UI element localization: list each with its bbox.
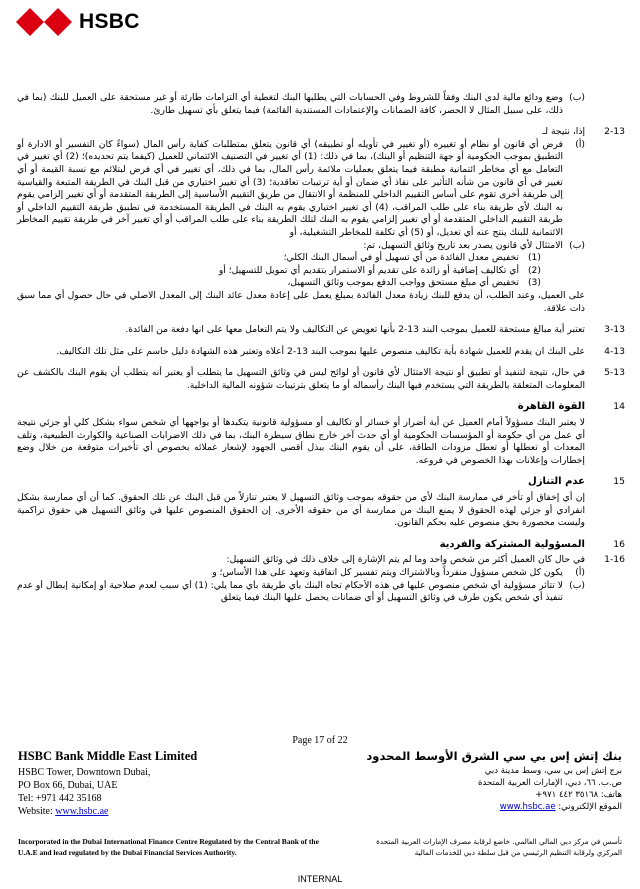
clause-item xyxy=(17,580,625,605)
clause-text: على العميل، وعند الطلب، أن يدفع للبنك زيادة معدل الفائدة بمبلغ يعمل على إعادة معدل عائد البنك إلى المعدل الاصلي في حال حصول أي مما سبق ذات علاقة. xyxy=(17,289,585,314)
item-text: تخفيض معدل الفائدة من أي تسهيل أو في أسمال البنك الكلي؛ xyxy=(283,252,519,264)
section-heading xyxy=(17,539,625,552)
clause-text: يكون كل شخص مسؤول منفرداً وبالاشتراك ويتم تفسير كل اتفاقية وتعهد على هذا الأساس؛ و xyxy=(212,567,563,578)
clause-number: 3-13 xyxy=(604,324,625,336)
clause-text: في حال كان العميل أكثر من شخص واحد وما لم يتم الإشارة إلى خلاف ذلك في وثائق التسهيل: xyxy=(226,554,585,566)
section-title: القوة القاهرة xyxy=(517,401,585,413)
clause-item xyxy=(17,346,625,359)
clause-item xyxy=(17,567,625,580)
sub-list xyxy=(17,252,563,290)
list-item xyxy=(17,277,541,290)
website-link[interactable]: www.hsbc.ae xyxy=(55,806,109,817)
clause-item xyxy=(17,92,625,117)
phone-line: هاتف: ٣٥١٦٨ ٤٤٢ ٩٧١+ xyxy=(535,790,622,800)
page-number: Page 17 of 22 xyxy=(292,735,348,746)
hexagon-logo-icon xyxy=(16,8,72,36)
section-title: المسؤولية المشتركة والفردية xyxy=(439,538,585,550)
clause-label: (ب) xyxy=(569,92,585,103)
section-heading xyxy=(17,401,625,414)
classification-label: INTERNAL xyxy=(297,874,343,884)
phone-line: Tel: +971 442 35168 xyxy=(18,793,102,804)
clause-text: وضع ودائع مالية لدى البنك وفقاً للشروط وفي الحسابات التي يطلبها البنك لتغطية أي التزامات طارئة أو غير مستحقة على العميل للبنك (بما في ذلك، على سبيل المثال لا الحصر، كافة الضمانات والإعتمادات المستندية القائمة) فيما يتعلق بأي تسهيل طارئ. xyxy=(17,92,563,116)
clause-label: (أ) xyxy=(575,138,585,150)
item-label: (3) xyxy=(527,277,541,289)
clause-item xyxy=(17,324,625,337)
clause-item xyxy=(17,126,625,139)
website-label: Website: xyxy=(18,806,53,817)
clause-text: تعتبر أية مبالغ مستحقة للعميل بموجب البند 13-2 بأنها تعويض عن التكاليف ولا يتم التعامل معها على انها دفعة من الفائدة. xyxy=(125,324,585,336)
clause-label: (ب) xyxy=(569,579,585,591)
clause-text: لا تتأثر مسؤولية أي شخص منصوص عليها في هذه الأحكام تجاه البنك بأي طريقة بأي مما يلي: (1) أي سبب لعدم صلاحية أو إمكانية إبطال أو عدم تنفيذ أي شخص يكون طرف في وثائق التسهيل أو أي ضمانات يحصل عليها البنك فيما يتعلق xyxy=(17,579,564,604)
address-line: برج إتش إس بي سي، وسط مدينة دبي xyxy=(484,766,622,776)
clause-number: 4-13 xyxy=(604,345,625,357)
company-name: HSBC Bank Middle East Limited xyxy=(18,749,198,763)
clause-number: 1-16 xyxy=(604,554,625,566)
company-name-arabic: بنك إتش إس بي سي الشرق الأوسط المحدود xyxy=(366,749,622,763)
clause-item xyxy=(17,554,625,567)
clause-text: فرض أي قانون أو نظام أو تغييره (أو تغيير في تأويله أو تطبيقه) أي قانون يتعلق بمتطلبات كفاية رأس المال (سواءً كان التفسير أو الادارة أو التطبيق بموجب الحكومية أو جهة التنظيم أو البنك)، بما في ذلك: (1) أي تغيير في التصنيف الائتماني للعميل (كيفما يتم تحديده)؛ (2) أي تغيير في التعامل مع أي مخاطر ائتمانية مطبقة فيما يتعلق بعمليات ملائمة رأس المال، بما في ذلك، أي تغيير في أي فرض لبتلائم مع نسبة القيمة أو أي تغيير في أي قانون من شأنه التأثير على نفاذ أي ضمان أو أية ترتيبات تعاقدية؛ (3) أي تغيير اختياري من قبل البنك في الطريقة المتبعة والقياسية إلى طريقة أخرى تقوم على أساس التقييم الداخلي للمنظمة أو الانتقال من طريق التقييم الأساسية إلى الطريقة المتقدمة أو أي تغيير إلزامي يقوم به البنك لأي طريقة بناء على طلب المراقب، (4) أي تغيير اختياري يقوم به البنك في الطريقة المستخدمة في تطبيق طريقة التقييم الداخلي أو طريقة التقييم الداخلي المتقدمة أو أي تغيير إلزامي يقوم به البنك لتلك الطريقة بناء على طلب المراقب أو أي تغيير آخر في طريقة تقييم المخاطر الائتمانية للبنك ينتج عنه أي تعديل، أو (5) أي تكلفة للمخاطر التشغيلية، أو xyxy=(17,138,564,238)
website-link[interactable]: www.hsbc.ae xyxy=(499,802,556,812)
hsbc-logo xyxy=(16,8,140,36)
section-heading xyxy=(17,476,625,489)
registration-english: Incorporated in the Dubai International Finance Centre Regulated by the Central Bank of the U.A.E and lead regulated by the Dubai Financial Services Authority. xyxy=(18,837,319,857)
clause-item xyxy=(17,139,625,240)
brand-name: HSBC xyxy=(79,10,140,33)
section-text xyxy=(17,492,625,530)
website-label: الموقع الإلكتروني: xyxy=(558,802,622,812)
item-label: (1) xyxy=(527,252,541,264)
clause-label: (ب) xyxy=(569,239,585,251)
registration-arabic: تأسس في مركز دبي المالي العالمي. خاضع لرقابة مصرف الإمارات العربية المتحدة المركزي ولرقابة التنظيم الرئيسي من قبل سلطة دبي للخدمات المالية xyxy=(376,837,622,857)
clause-number: 2-13 xyxy=(604,126,625,138)
clause-number xyxy=(585,92,625,117)
website-line xyxy=(366,801,622,813)
list-item xyxy=(17,265,541,278)
paragraph: إن أي إخفاق أو تأخر في ممارسة البنك لأي من حقوقه بموجب وثائق التسهيل لا يعتبر تنازلاً من قبل البنك عن تلك الحقوق. كما أن أي ممارسة بشكل انفرادي أو جزئي لهذه الحقوق لا يمنع البنك من ممارسة أي من حقوقه الأخرى. إن الحقوق المنصوص عليها في وثائق التسهيل هي حقوق تراكمية وليست محصورة بحق منصوص عليه بحكم القانون. xyxy=(17,492,585,529)
address-line: HSBC Tower, Downtown Dubai, xyxy=(18,767,151,778)
item-text: تخفيض أي مبلغ مستحق وواجب الدفع بموجب وثائق التسهيل، xyxy=(287,277,519,289)
address-line: ص.ب. ٦٦، دبي، الإمارات العربية المتحدة xyxy=(478,778,622,788)
clause-text: إذا، نتيجة لـ xyxy=(542,126,585,138)
website-line xyxy=(18,805,197,818)
clause-number: 5-13 xyxy=(604,367,625,379)
clause-text: على البنك ان يقدم للعميل شهادة بأية تكاليف منصوص عليها بموجب البند 13-2 أعلاه وتعتبر هذه الشهادة دليل حاسم على مثل تلك التكاليف. xyxy=(56,345,585,357)
section-text xyxy=(17,417,625,467)
clause-item xyxy=(17,290,625,315)
clause-item xyxy=(17,367,625,392)
clause-text: الامتثال لأي قانون يصدر بعد تاريخ وثائق التسهيل، تم: xyxy=(363,239,563,251)
item-label: (2) xyxy=(527,264,541,276)
list-item xyxy=(17,252,541,265)
section-title: عدم التنازل xyxy=(528,476,585,488)
clause-label: (أ) xyxy=(575,567,585,578)
address-line: PO Box 66, Dubai, UAE xyxy=(18,780,118,791)
section-number: 16 xyxy=(613,538,625,550)
item-text: أي تكاليف إضافية أو زائدة على تقديم أو الاستمرار بتقديم أي تمويل للتسهيل؛ أو xyxy=(218,264,519,276)
footer-arabic xyxy=(366,750,622,813)
section-number: 15 xyxy=(613,476,625,488)
clause-item xyxy=(17,240,625,253)
footer-english xyxy=(18,750,197,818)
document-body xyxy=(17,92,625,605)
section-number: 14 xyxy=(613,401,625,413)
clause-text: في حال، نتيجة لتنفيذ أو تطبيق أو نتيجة الامتثال لأي قانون أو لوائح ليس في وثائق التسهيل ما يتطلب أو يعتبر أنه يتطلب أن يقوم البنك بالكشف عن المعلومات المتعلقة بالطريقة التي يستخدم فيها البنك رأسماله أو ما يتعلق بترتيبات شؤونه المالية الداخلية. xyxy=(17,367,585,391)
paragraph: لا يعتبر البنك مسؤولاً أمام العميل عن أية أضرار أو خسائر أو تكاليف أو مسؤولية قانونية يتكبدها أو يواجهها أي شخص سواء بشكل كلي أو جزئي نتيجة أي عمل من أي حكومة أو المؤسسات الحكومية أو أي حدث آخر خارج نطاق سيطرة البنك، بما في ذلك الاضرابات الصناعية والكوارث الطبيعية، وتلف المعدات أو تعطلها أو تعطل مزودات الطاقة، على أن يقوم البنك ببذل أقصى الجهود لإشعار عملائه بخصوص أي تأخيرات متوقعة من خلال وضع إخطارات وإعلانات بهذا الخصوص في فروعه. xyxy=(17,417,585,466)
